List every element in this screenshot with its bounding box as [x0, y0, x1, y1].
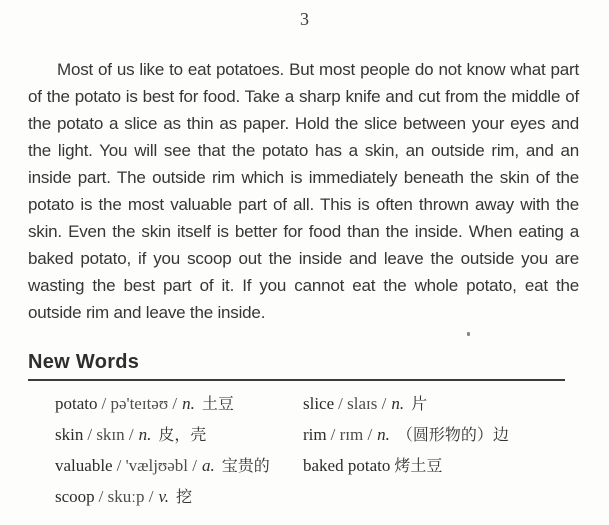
vocab-phonetic: / 'væljʊəbl /	[116, 456, 197, 475]
vocab-pos: n.	[377, 425, 390, 444]
vocab-entry-valuable	[55, 451, 303, 482]
vocab-meaning: 土豆	[201, 396, 234, 413]
heading-rule	[28, 379, 565, 381]
vocab-phonetic: / rɪm /	[330, 425, 373, 444]
vocab-pos: a.	[202, 456, 215, 475]
vocab-meaning: 宝贵的	[221, 458, 270, 475]
vocab-pos: v.	[158, 487, 170, 506]
vocab-word: slice	[303, 394, 335, 413]
vocab-meaning: 皮，壳	[158, 427, 207, 444]
vocab-word: rim	[303, 425, 327, 444]
vocab-word: baked potato	[303, 456, 391, 475]
vocab-entry-skin	[55, 420, 303, 451]
vocab-pos: n.	[138, 425, 152, 444]
vocab-word: skin	[55, 425, 84, 444]
vocab-word: potato	[55, 394, 98, 413]
page-number: 3	[300, 9, 309, 29]
vocab-meaning: 烤土豆	[394, 458, 443, 475]
vocab-word: scoop	[55, 487, 95, 506]
vocab-word: valuable	[55, 456, 113, 475]
vocab-pos: n.	[391, 394, 405, 413]
vocab-meaning: （圆形物的）边	[396, 427, 509, 444]
vocab-entry-baked-potato	[303, 451, 565, 482]
new-words-section	[28, 351, 565, 513]
vocab-meaning: 片	[411, 396, 428, 413]
new-words-heading: New Words	[28, 351, 140, 373]
vocab-phonetic: / slaɪs /	[338, 394, 387, 413]
reading-passage: Most of us like to eat potatoes. But most people do not know what part of the potato is best for food. Take a sharp knife and cut from the middle of the potato a slice as thin as paper. Hold the slice between your eyes and the light. You will see that the potato has a skin, an outside rim, and an inside part. The outside rim which is immediately beneath the skin of the potato is the most valuable part of all. This is often thrown away with the skin. Even the skin itself is better for food than the inside. When eating a baked potato, if you scoop out the inside and leave the outside you are wasting the best part of it. If you cannot eat the whole potato, eat the outside rim and leave the inside.	[28, 60, 579, 322]
scan-speck	[467, 332, 470, 336]
vocab-entry-potato	[55, 389, 303, 420]
vocab-phonetic: / pə'teɪtəʊ /	[101, 394, 178, 413]
vocab-entry-scoop	[55, 482, 303, 513]
vocab-list	[28, 389, 565, 513]
vocab-entry-rim	[303, 420, 565, 451]
vocab-phonetic: / skɪn /	[87, 425, 134, 444]
vocab-meaning: 挖	[176, 489, 193, 506]
vocab-entry-slice	[303, 389, 565, 420]
vocab-phonetic: / skuːp /	[98, 487, 154, 506]
vocab-pos: n.	[182, 394, 195, 413]
